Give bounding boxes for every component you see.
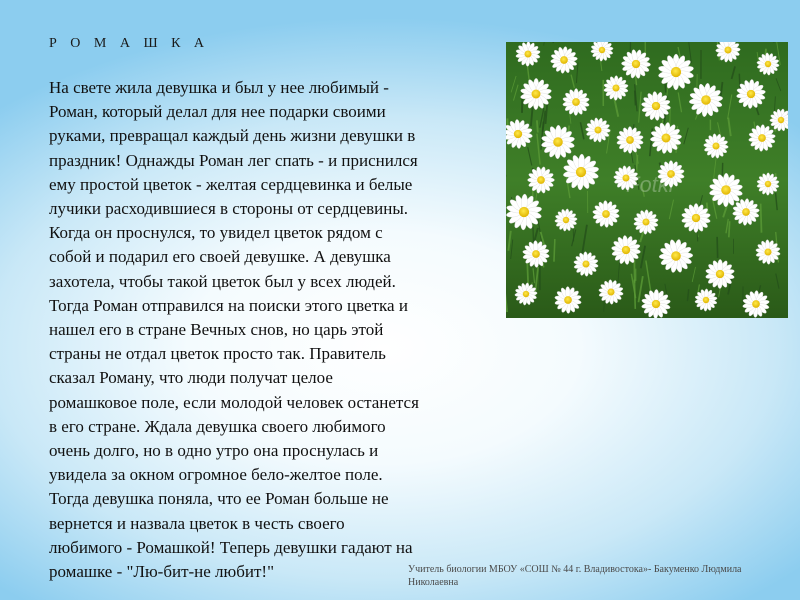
story-line: захотела, чтобы такой цветок был у всех людей. <box>49 271 396 291</box>
story-line: Тогда Роман отправился на поиски этого цветка и <box>49 295 408 315</box>
story-line: любимого - Ромашкой! Теперь девушки гадают на <box>49 537 413 557</box>
credit-line: Учитель биологии МБОУ «СОШ № 44 г. Владивостока»- Бакуменко Людмила <box>408 564 742 575</box>
story-line: праздник! Однажды Роман лег спать - и приснился <box>49 150 418 170</box>
story-line: страны не отдал цветок просто так. Правитель <box>49 344 386 364</box>
story-line: очень долго, но в одно утро она проснулась и <box>49 441 379 461</box>
story-line: вернется и назвала цветок в честь своего <box>49 513 345 533</box>
story-line: сказал Роману, что люди получат целое <box>49 368 333 388</box>
story-line: собой и подарил его своей девушке. А девушка <box>49 247 391 267</box>
chamomile-field-image <box>506 42 788 318</box>
credit-line: Николаевна <box>408 577 459 588</box>
watermark-text: Fotki <box>626 172 674 197</box>
author-credit <box>408 563 788 589</box>
story-line: Тогда девушка поняла, что ее Роман больше не <box>49 489 389 509</box>
story-line: лучики расходившиеся в стороны от сердцевины. <box>49 199 409 219</box>
chamomile-photo <box>506 42 788 318</box>
slide-title: Р О М А Ш К А <box>49 36 210 51</box>
story-line: увидела за окном огромное бело-желтое поле. <box>49 465 383 485</box>
story-line: ромашке - "Лю-бит-не любит!" <box>49 562 275 582</box>
story-line: нашел его в стране Вечных снов, но царь этой <box>49 320 384 340</box>
story-line: ромашковое поле, если молодой человек останется <box>49 392 419 412</box>
story-line: руками, превращал каждый день жизни девушки в <box>49 126 416 146</box>
story-text <box>49 76 494 584</box>
story-line: Роман, который делал для нее подарки своими <box>49 102 386 122</box>
story-line: ему простой цветок - желтая сердцевинка и белые <box>49 174 413 194</box>
story-line: На свете жила девушка и был у нее любимый - <box>49 78 389 97</box>
story-line: Когда он проснулся, то увидел цветок рядом с <box>49 223 383 243</box>
story-line: в его стране. Ждала девушка своего любимого <box>49 416 386 436</box>
